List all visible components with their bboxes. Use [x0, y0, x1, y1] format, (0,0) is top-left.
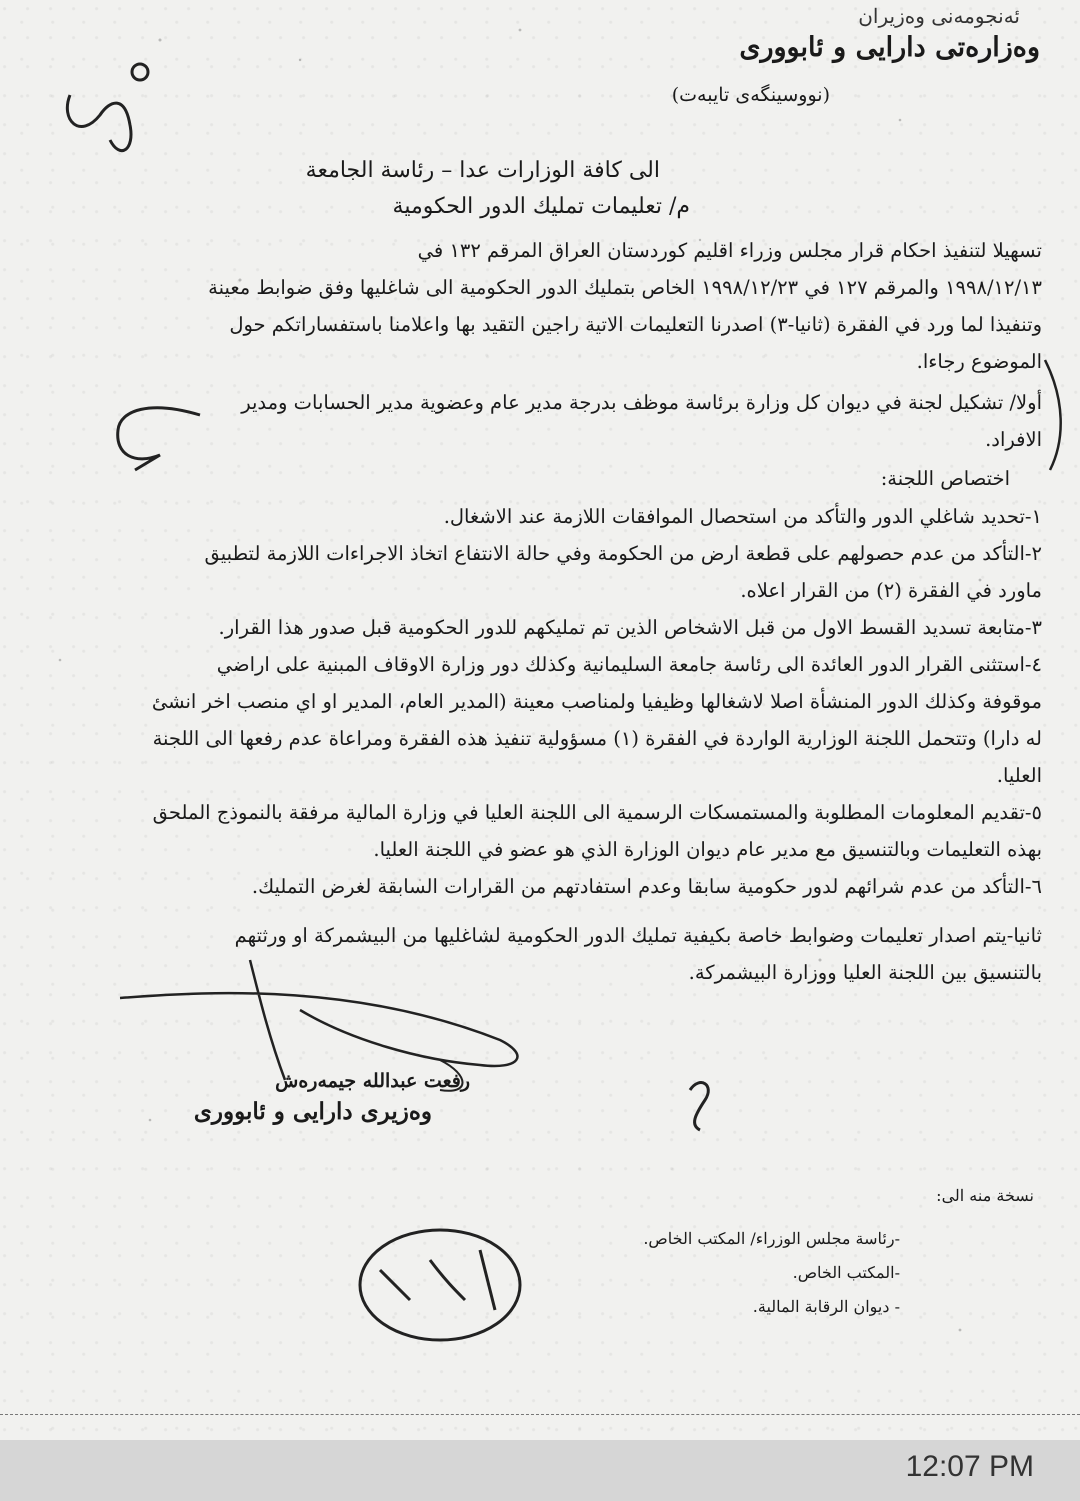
handwritten-dot	[132, 64, 148, 80]
signatory-title: وەزیری دارایی و ئابووری	[193, 1098, 432, 1125]
first-clause-line: الافراد.	[985, 428, 1042, 451]
committee-heading: اختصاص اللجنة:	[880, 467, 1010, 490]
subject-line: م/ تعليمات تمليك الدور الحكومية	[392, 194, 690, 219]
handwritten-mark	[690, 1083, 708, 1130]
circled-number-stamp	[360, 1230, 520, 1340]
ministry-heading: وەزارەتی دارایی و ئابووری	[739, 32, 1040, 63]
handwritten-scribble	[67, 95, 131, 151]
committee-item: العليا.	[996, 764, 1042, 787]
committee-item: له دارا) وتتحمل اللجنة الوزارية الواردة في الفقرة (١) مسؤولية تنفيذ هذه الفقرة ومراعاة عدم رفعها الى اللجنة	[152, 727, 1042, 750]
header-top-line: ئەنجومەنی وەزیران	[858, 4, 1020, 28]
signature-scrawl	[440, 1060, 463, 1091]
signatory-name: رفعت عبدالله جيمەرەش	[275, 1070, 470, 1092]
intro-line: تسهيلا لتنفيذ احكام قرار مجلس وزراء اقليم كوردستان العراق المرقم ١٣٢ في	[417, 239, 1042, 262]
committee-item: ٥-تقديم المعلومات المطلوبة والمستمسكات الرسمية الى اللجنة العليا في وزارة المالية مرفقة بالنموذج الملحق	[152, 801, 1042, 824]
salutation: الى كافة الوزارات عدا – رئاسة الجامعة	[305, 158, 660, 183]
circled-number-stamp	[380, 1250, 495, 1310]
committee-item: موقوفة وكذلك الدور المنشأة اصلا لاشغالها وظيفيا ولمناصب معينة (المدير العام، المدير او اي منصب اخر انشئ	[151, 690, 1042, 713]
second-clause-line: بالتنسيق بين اللجنة العليا ووزارة البيشمركة.	[688, 961, 1042, 984]
committee-item: ١-تحديد شاغلي الدور والتأكد من استحصال الموافقات اللازمة عند الاشغال.	[443, 505, 1042, 528]
copies-heading: نسخة منه الى:	[936, 1186, 1034, 1205]
intro-line: ١٩٩٨/١٢/١٣ والمرقم ١٢٧ في ١٩٩٨/١٢/٢٣ الخاص بتمليك الدور الحكومية الى شاغليها وفق ضوابط معينة	[208, 276, 1042, 299]
status-bar	[0, 1440, 1080, 1501]
second-clause-line: ثانيا-يتم اصدار تعليمات وضوابط خاصة بكيفية تمليك الدور الحكومية لشاغليها من البيشمركة او ورثتهم	[234, 924, 1042, 947]
copy-recipient: -رئاسة مجلس الوزراء/ المكتب الخاص.	[643, 1229, 900, 1248]
clock: 12:07 PM	[905, 1450, 1034, 1483]
handwritten-arrow	[118, 408, 200, 470]
committee-item: ٦-التأكد من عدم شرائهم لدور حكومية سابقا وعدم استفادتهم من القرارات السابقة لغرض التمليك.	[251, 875, 1042, 898]
committee-item: ٤-استثنى القرار الدور العائدة الى رئاسة جامعة السليمانية وكذلك دور وزارة الاوقاف المبنية على اراضي	[216, 653, 1042, 676]
committee-item: بهذه التعليمات وبالتنسيق مع مدير عام ديوان الوزارة الذي هو عضو في اللجنة العليا.	[373, 838, 1042, 861]
intro-line: الموضوع رجاءا.	[916, 350, 1042, 373]
intro-line: وتنفيذا لما ورد في الفقرة (ثانيا-٣) اصدرنا التعليمات الاتية راجين التقيد بها واعلامنا باستفساراتكم حول	[229, 313, 1042, 336]
first-clause-line: أولا/ تشكيل لجنة في ديوان كل وزارة برئاسة موظف بدرجة مدير عام وعضوية مدير الحسابات ومدير	[241, 391, 1042, 414]
signature-scrawl	[120, 960, 517, 1080]
committee-item: ماورد في الفقرة (٢) من القرار اعلاه.	[740, 579, 1042, 602]
committee-item: ٣-متابعة تسديد القسط الاول من قبل الاشخاص الذين تم تمليكهم للدور الحكومية قبل صدور هذا القرار.	[218, 616, 1042, 639]
copy-recipient: -المكتب الخاص.	[792, 1263, 900, 1282]
committee-item: ٢-التأكد من عدم حصولهم على قطعة ارض من الحكومة وفي حالة الانتفاع اتخاذ الاجراءات اللازمة لتطبيق	[204, 542, 1042, 565]
copy-recipient: - ديوان الرقابة المالية.	[752, 1297, 900, 1316]
handwritten-bracket	[1045, 360, 1061, 470]
office-heading: (نووسینگەی تایبەت)	[671, 84, 830, 106]
